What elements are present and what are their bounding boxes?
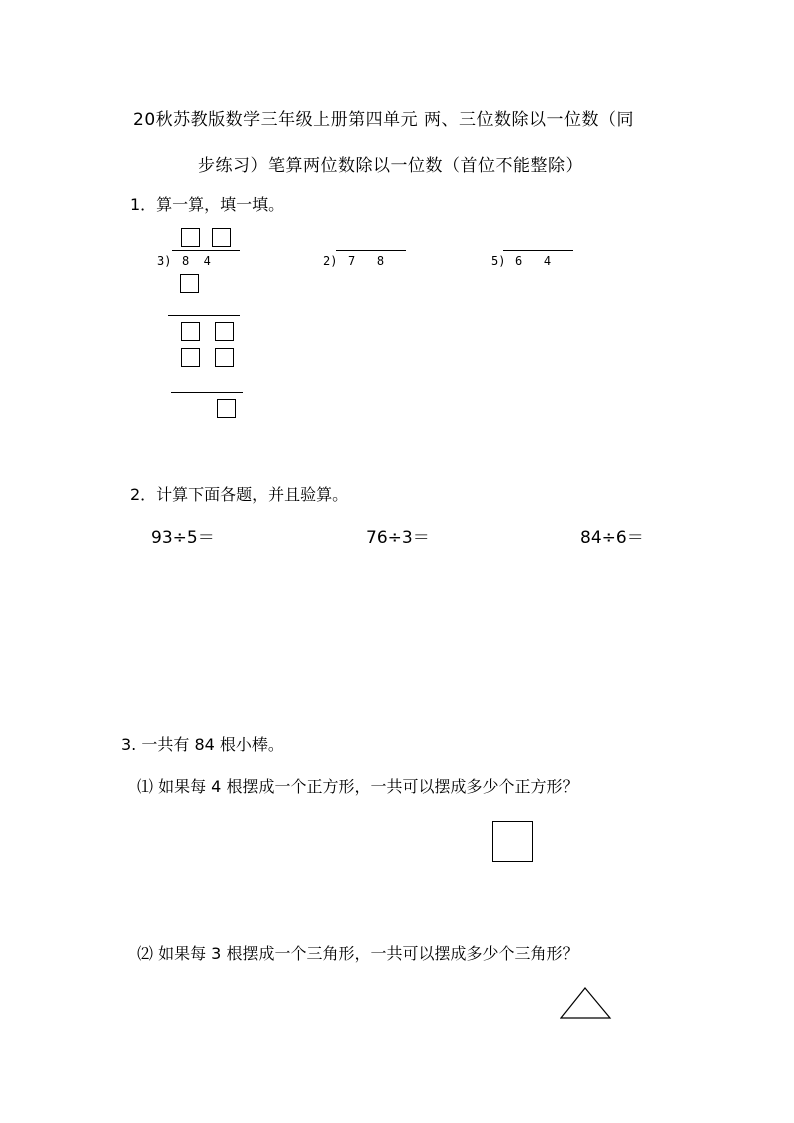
expression-3: 84÷6＝ <box>580 528 644 548</box>
division-3-dividend: 6 4 <box>515 254 552 268</box>
subtraction-line-2 <box>171 392 243 393</box>
question-3-label: 3. 一共有 84 根小棒。 <box>121 735 284 754</box>
question-3-sub-2: ⑵ 如果每 3 根摆成一个三角形，一共可以摆成多少个三角形？ <box>137 944 579 963</box>
product-box-2-ones[interactable] <box>215 348 234 367</box>
division-2-dividend: 7 8 <box>348 254 385 268</box>
question-1-label: 1．算一算，填一填。 <box>130 195 285 214</box>
quotient-box-ones[interactable] <box>212 228 231 247</box>
quotient-box-tens[interactable] <box>181 228 200 247</box>
question-3-sub-1: ⑴ 如果每 4 根摆成一个正方形，一共可以摆成多少个正方形？ <box>137 777 579 796</box>
title-line-2: 步练习）笔算两位数除以一位数（首位不能整除） <box>198 156 583 176</box>
title-line-1: 20秋苏教版数学三年级上册第四单元 两、三位数除以一位数（同 <box>133 110 635 130</box>
product-box-1[interactable] <box>180 274 199 293</box>
division-2-divisor: 2) <box>323 254 338 268</box>
division-1-divisor: 3) <box>157 254 172 268</box>
remainder-box-tens[interactable] <box>181 322 200 341</box>
square-figure <box>492 821 533 862</box>
triangle-figure <box>560 986 612 1021</box>
division-3-divisor: 5) <box>491 254 506 268</box>
expression-2: 76÷3＝ <box>366 528 430 548</box>
subtraction-line-1 <box>168 315 240 316</box>
division-bar <box>336 250 406 251</box>
expression-1: 93÷5＝ <box>151 528 215 548</box>
division-bar <box>172 250 240 251</box>
product-box-2-tens[interactable] <box>181 348 200 367</box>
question-2-label: 2．计算下面各题，并且验算。 <box>130 485 349 504</box>
remainder-box-ones[interactable] <box>215 322 234 341</box>
division-1-dividend: 8 4 <box>182 254 211 268</box>
final-remainder-box[interactable] <box>217 399 236 418</box>
division-bar <box>503 250 573 251</box>
